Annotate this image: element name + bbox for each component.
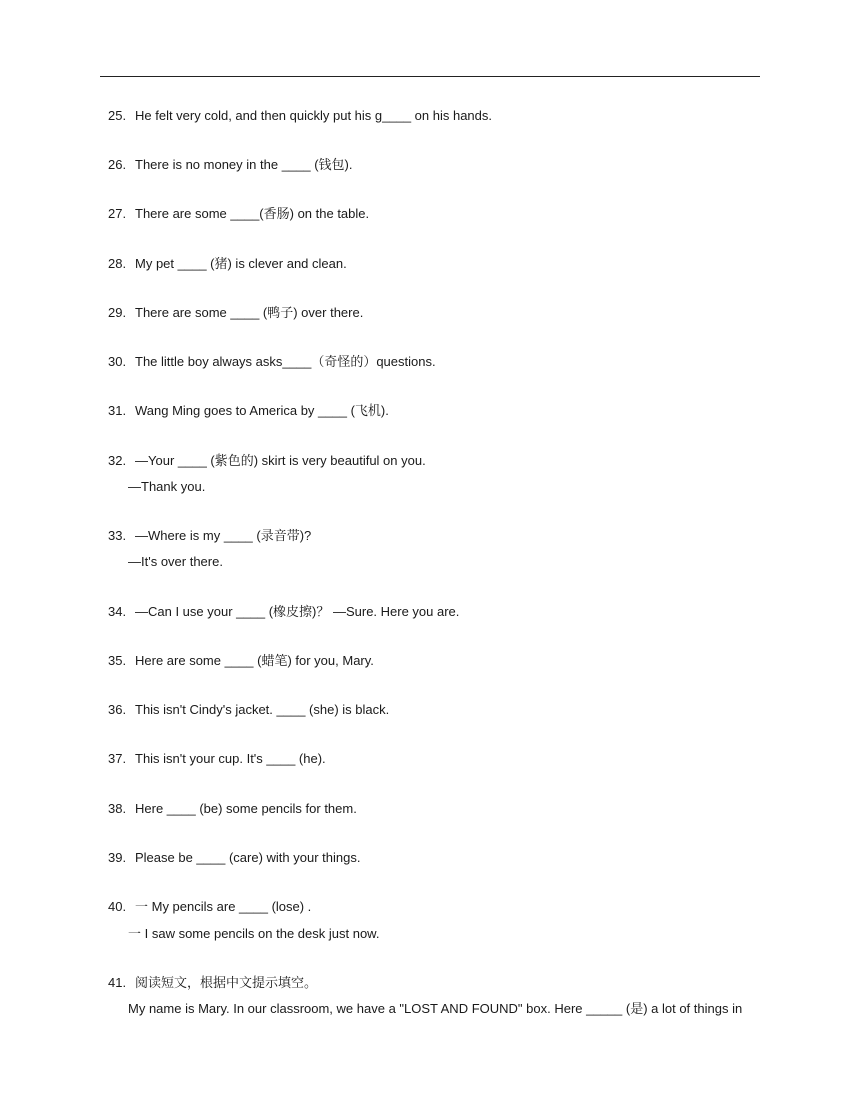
- question-text: There are some ____(香肠) on the table.: [135, 206, 370, 221]
- question-text: —Your ____ (紫色的) skirt is very beautiful on you.: [135, 453, 426, 468]
- question-number: 35.: [108, 653, 127, 668]
- question-27: [108, 205, 369, 223]
- question-number: 27.: [108, 206, 127, 221]
- question-text: —Can I use your ____ (橡皮擦)？ —Sure. Here you are.: [135, 604, 460, 619]
- question-29: [108, 304, 363, 322]
- question-40: [108, 898, 311, 916]
- question-28: [108, 255, 347, 273]
- question-number: 37.: [108, 751, 127, 766]
- question-26: [108, 156, 353, 174]
- question-number: 26.: [108, 157, 127, 172]
- question-number: 34.: [108, 604, 127, 619]
- question-number: 30.: [108, 354, 127, 369]
- question-number: 29.: [108, 305, 127, 320]
- question-number: 32.: [108, 453, 127, 468]
- question-text: He felt very cold, and then quickly put his g____ on his hands.: [135, 108, 492, 123]
- question-34: [108, 603, 459, 621]
- question-text: Please be ____ (care) with your things.: [135, 850, 361, 865]
- question-number: 41.: [108, 975, 127, 990]
- question-text: Here ____ (be) some pencils for them.: [135, 801, 357, 816]
- question-37: [108, 750, 326, 768]
- question-number: 39.: [108, 850, 127, 865]
- question-text: There are some ____ (鸭子) over there.: [135, 305, 364, 320]
- question-text: There is no money in the ____ (钱包).: [135, 157, 353, 172]
- header-rule: [100, 76, 760, 77]
- question-38: [108, 800, 357, 818]
- question-41: [108, 974, 317, 992]
- question-text: Wang Ming goes to America by ____ (飞机).: [135, 403, 389, 418]
- question-text: 一 My pencils are ____ (lose) .: [135, 899, 312, 914]
- question-36: [108, 701, 389, 719]
- question-text: —Where is my ____ (录音带)?: [135, 528, 312, 543]
- question-number: 25.: [108, 108, 127, 123]
- question-32: [108, 452, 426, 470]
- question-number: 36.: [108, 702, 127, 717]
- question-number: 33.: [108, 528, 127, 543]
- question-text: 阅读短文，根据中文提示填空。: [135, 975, 318, 990]
- question-33-reply: —It's over there.: [128, 554, 223, 569]
- question-text: This isn't your cup. It's ____ (he).: [135, 751, 326, 766]
- question-text: My pet ____ (猪) is clever and clean.: [135, 256, 347, 271]
- question-30: [108, 353, 436, 371]
- question-text: This isn't Cindy's jacket. ____ (she) is black.: [135, 702, 390, 717]
- question-text: Here are some ____ (蜡笔) for you, Mary.: [135, 653, 374, 668]
- question-31: [108, 402, 389, 420]
- question-35: [108, 652, 374, 670]
- reading-passage: My name is Mary. In our classroom, we have a "LOST AND FOUND" box. Here _____ (是) a lot of things in: [128, 1001, 743, 1016]
- question-number: 31.: [108, 403, 127, 418]
- question-39: [108, 849, 360, 867]
- question-25: [108, 107, 492, 125]
- question-number: 38.: [108, 801, 127, 816]
- question-number: 40.: [108, 899, 127, 914]
- question-40-reply: 一 I saw some pencils on the desk just now.: [128, 926, 380, 941]
- question-text: The little boy always asks____（奇怪的）questions.: [135, 354, 436, 369]
- question-33: [108, 527, 311, 545]
- question-number: 28.: [108, 256, 127, 271]
- question-32-reply: —Thank you.: [128, 479, 206, 494]
